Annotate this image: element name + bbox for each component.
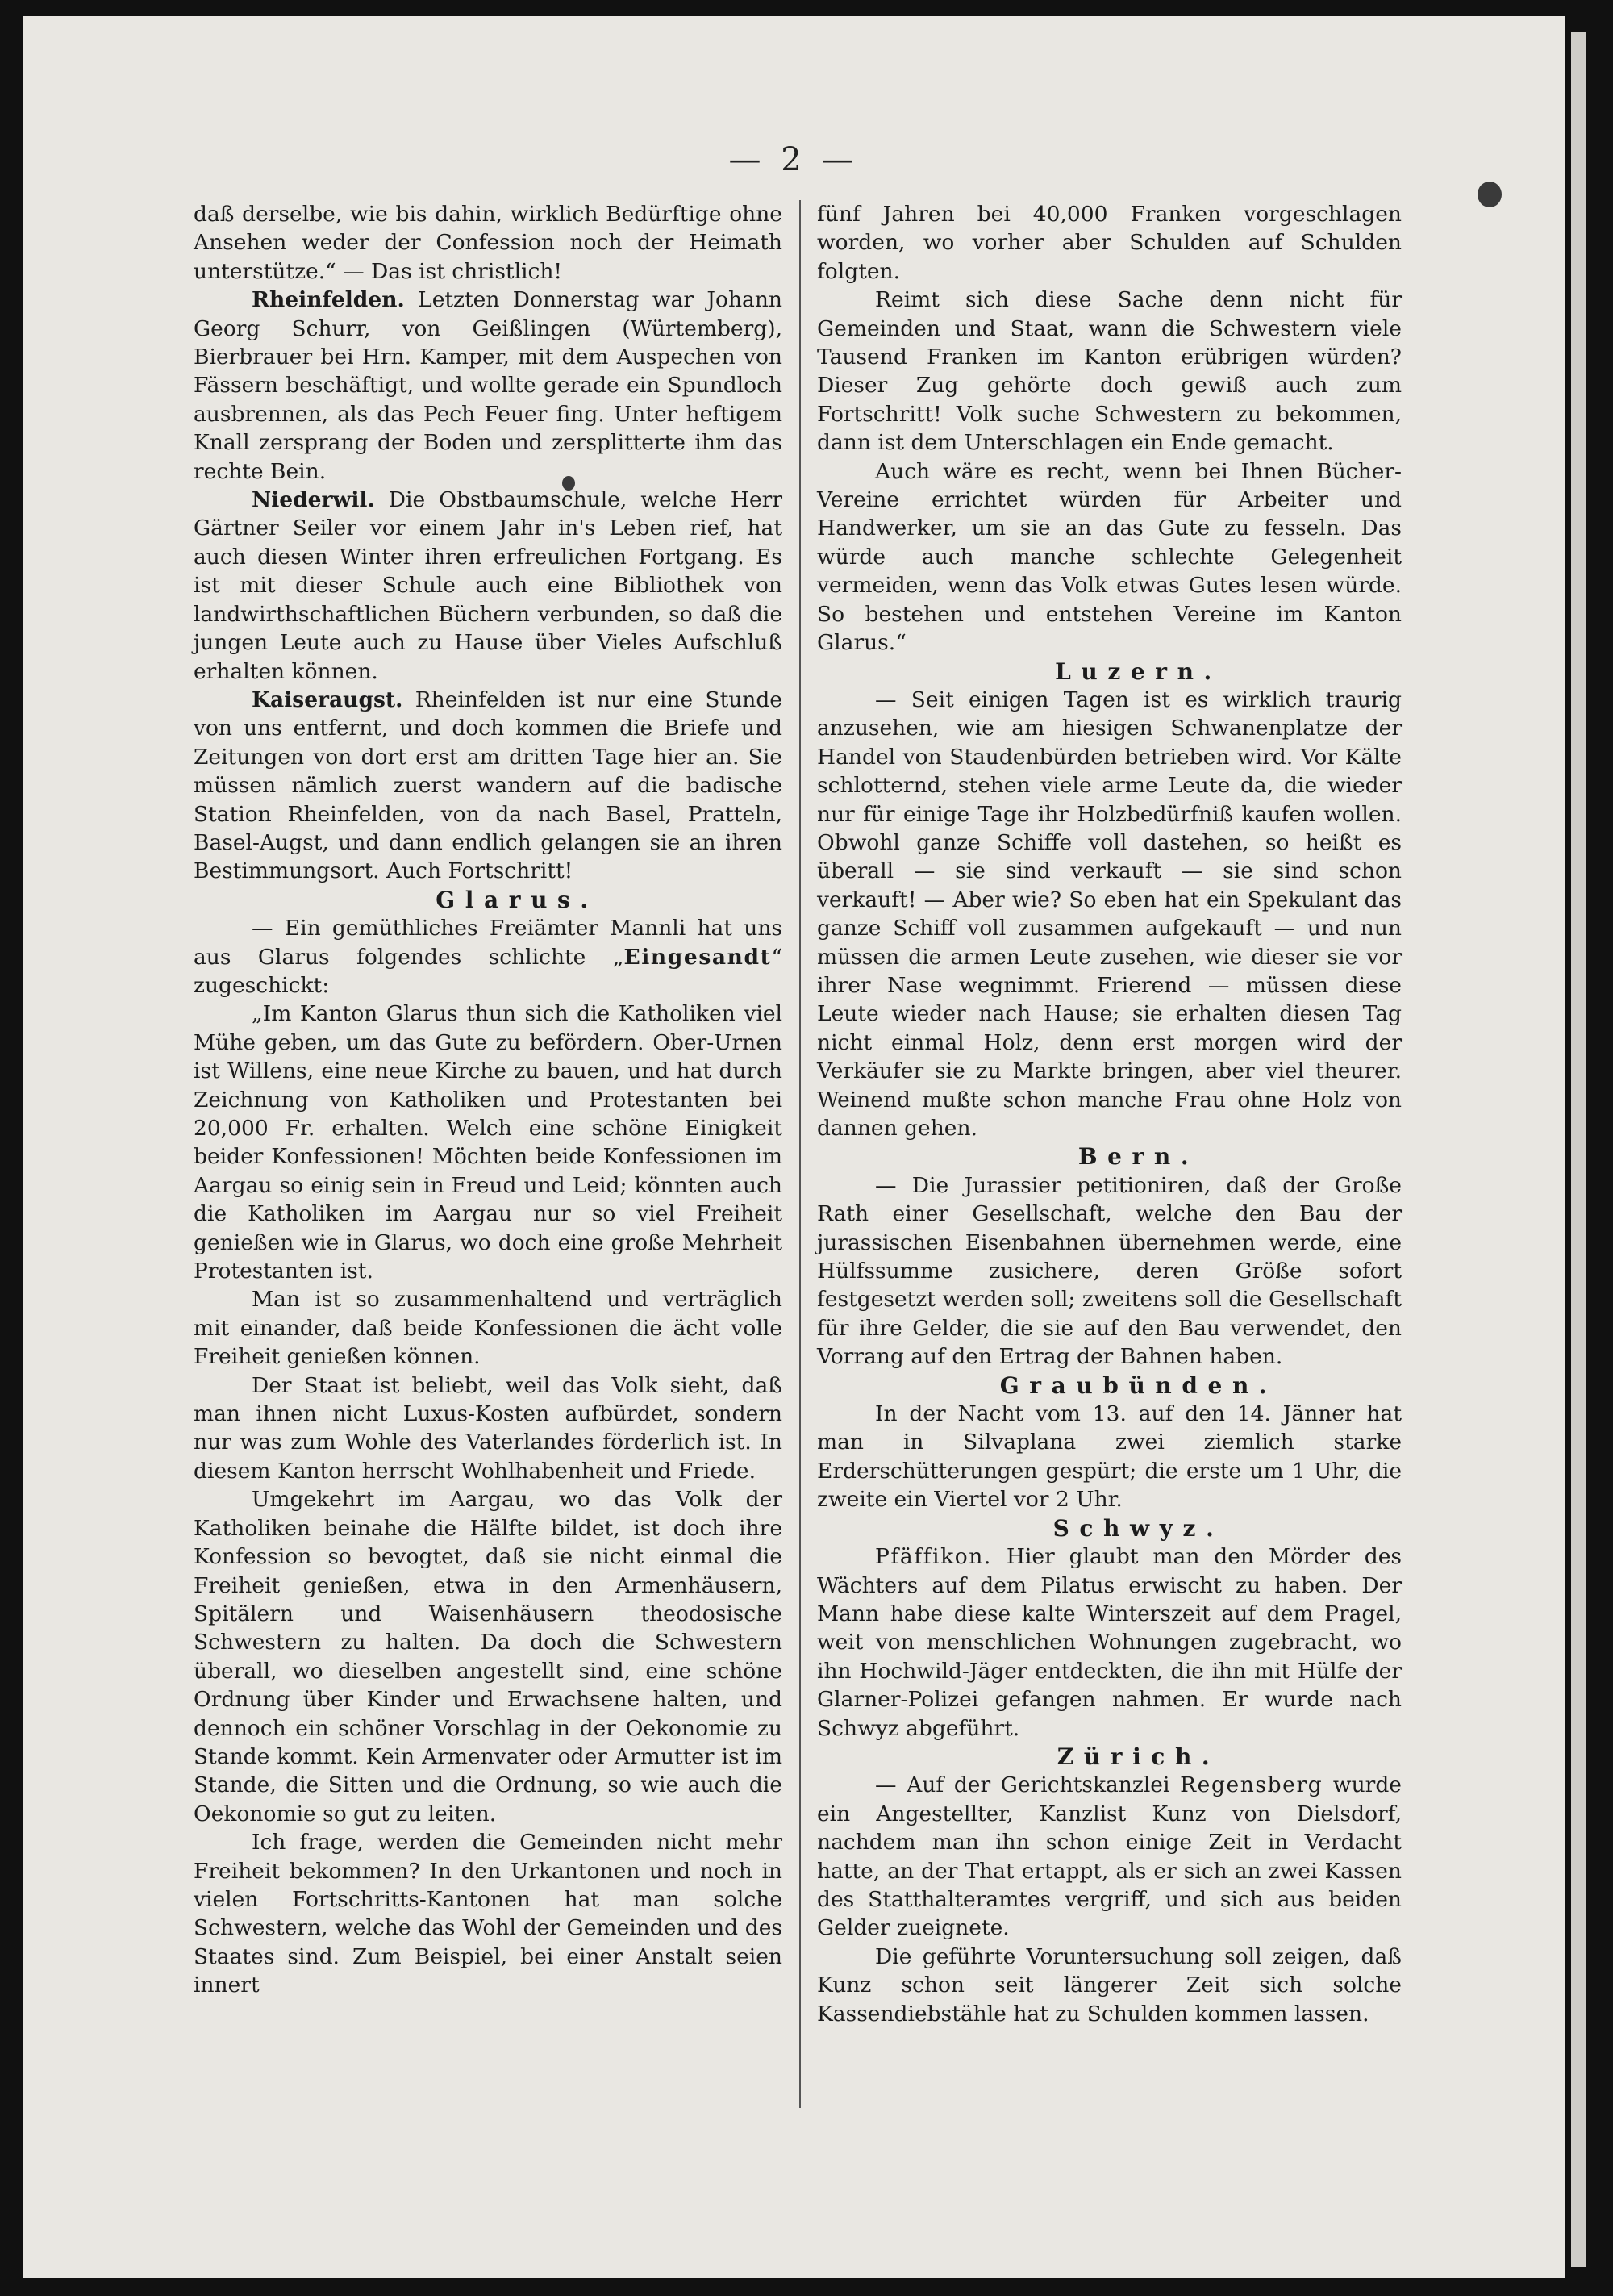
glarus-paragraph: Reimt sich diese Sache denn nicht für Gemeinden und Staat, wann die Schwestern viele Tausend Franken im Kanton erübrigen würden? Dieser Zug gehörte doch gewiß auch zum Fortschritt! Volk suche Schwestern zu bekommen, dann ist dem Unterschlagen ein Ende gemacht. bbox=[817, 287, 1402, 456]
column-rule bbox=[799, 200, 801, 2108]
glarus-intro-b: “ zugeschickt: bbox=[194, 944, 782, 998]
heading-zuerich: Zürich. bbox=[1057, 1743, 1220, 1770]
place-regensberg: Regensberg bbox=[1180, 1772, 1323, 1798]
zuerich-text-b: wurde ein Angestellter, Kanzlist Kunz von Dielsdorf, nachdem man ihn schon einige Zeit in Verdacht hatte, an der That ertappt, als er sich an zwei Kassen des Statthalteramtes vergriff, und sich aus beiden Gelder zueignete. bbox=[817, 1772, 1402, 1941]
glarus-paragraph: Auch wäre es recht, wenn bei Ihnen Bücher-Vereine errichtet würden für Arbeiter und Handwerker, um sie an das Gute zu fesseln. Das würde auch manche schlechte Gelegenheit vermeiden, wenn das Volk etwas Gutes lesen würde. So bestehen und entstehen Vereine im Kanton Glarus.“ bbox=[817, 458, 1402, 656]
newspaper-page bbox=[23, 16, 1565, 2278]
glarus-intro bbox=[194, 914, 782, 1000]
article-zuerich-2: Die geführte Voruntersuchung soll zeigen, daß Kunz schon seit längerer Zeit sich solche Kassendiebstähle hat zu Schulden kommen lassen. bbox=[817, 1943, 1402, 2027]
glarus-continuation: fünf Jahren bei 40,000 Franken vorgeschlagen worden, wo vorher aber Schulden auf Schulden folgten. bbox=[817, 202, 1402, 284]
page-number: — 2 — bbox=[728, 141, 859, 178]
place-niederwil: Niederwil. bbox=[252, 487, 375, 513]
article-schwyz bbox=[817, 1542, 1402, 1743]
text-kaiseraugst: Rheinfelden ist nur eine Stunde von uns entfernt, und doch kommen die Briefe und Zeitungen von dort erst am dritten Tage hier an. Sie müssen nämlich zuerst wandern auf die badische Station Rheinfelden, von da nach Basel, Pratteln, Basel-Augst, und dann endlich gelangen sie an ihren Bestimmungsort. Auch Fortschritt! bbox=[194, 687, 782, 884]
glarus-paragraph: Der Staat ist beliebt, weil das Volk sieht, daß man ihnen nicht Luxus-Kosten aufbürdet, sondern nur was zum Wohle des Vaterlandes förderlich ist. In diesem Kanton herrscht Wohlhabenheit und Friede. bbox=[194, 1372, 782, 1484]
place-kaiseraugst: Kaiseraugst. bbox=[252, 687, 403, 712]
heading-glarus: Glarus. bbox=[436, 886, 598, 913]
article-zuerich bbox=[817, 1771, 1402, 1942]
page-edge bbox=[1571, 32, 1586, 2267]
article-graubuenden: In der Nacht vom 13. auf den 14. Jänner hat man in Silvaplana zwei ziemlich starke Erderschütterungen gespürt; die erste um 1 Uhr, die zweite ein Viertel vor 2 Uhr. bbox=[817, 1401, 1402, 1513]
place-pfaeffikon: Pfäffikon. bbox=[875, 1544, 992, 1570]
article-bern: — Die Jurassier petitioniren, daß der Große Rath einer Gesellschaft, welche den Bau der jurassischen Eisenbahnen übernehmen werde, eine Hülfssumme zusichere, deren Größe sofort festgesetzt werden soll; zweitens soll die Gesellschaft für ihre Gelder, die sie auf den Bau verwendet, den Vorrang auf den Ertrag der Bahnen haben. bbox=[817, 1172, 1402, 1370]
text-niederwil: Die Obstbaumschule, welche Herr Gärtner Seiler vor einem Jahr in's Leben rief, hat auch diesen Winter ihren erfreulichen Fortgang. Es ist mit dieser Schule auch eine Bibliothek von landwirthschaftlichen Büchern verbunden, so daß die jungen Leute auch zu Hause über Vieles Aufschluß erhalten können. bbox=[194, 487, 782, 684]
heading-bern: Bern. bbox=[1077, 1143, 1199, 1171]
glarus-paragraph: Ich frage, werden die Gemeinden nicht mehr Freiheit bekommen? In den Urkantonen und noch in vielen Fortschritts-Kantonen hat man solche Schwestern, welche das Wohl der Gemeinden und des Staates sind. Zum Beispiel, bei einer Anstalt seien innert bbox=[194, 1830, 782, 1998]
left-column bbox=[194, 200, 782, 2000]
text-rheinfelden: Letzten Donnerstag war Johann Georg Schurr, von Geißlingen (Würtemberg), Bierbrauer bei Hrn. Kamper, mit dem Auspechen von Fässern beschäftigt, und wollte gerade ein Spundloch ausbrennen, als das Pech Feuer fing. Unter heftigem Knall zersprang der Boden und zersplitterte ihm das rechte Bein. bbox=[194, 287, 782, 484]
article-rheinfelden bbox=[194, 286, 782, 486]
ink-blot bbox=[1478, 182, 1502, 207]
heading-schwyz: Schwyz. bbox=[1052, 1514, 1224, 1542]
glarus-intro-em: Eingesandt bbox=[623, 944, 772, 970]
zuerich-text-a: — Auf der Gerichtskanzlei bbox=[875, 1772, 1181, 1798]
article-luzern: — Seit einigen Tagen ist es wirklich traurig anzusehen, wie am hiesigen Schwanenplatze der Handel von Staudenbürden betrieben wird. Vor Kälte schlotternd, stehen viele arme Leute da, die wieder nur für einige Tage ihr Holzbedürfniß kaufen wollen. Obwohl ganze Schiffe voll dastehen, so heißt es überall — sie sind verkauft — sie sind schon verkauft! — Aber wie? So eben hat ein Spekulant das ganze Schiff voll zusammen aufgekauft — und nun müssen die armen Leute zusehen, wie dieser sie vor ihrer Nase wegnimmt. Frierend — müssen diese Leute wieder nach Hause; sie erhalten diesen Tag nicht einmal Holz, denn erst morgen wird der Verkäufer sie zu Markte bringen, aber viel theurer. Weinend mußte schon manche Frau ohne Holz von dannen gehen. bbox=[817, 687, 1402, 1141]
glarus-paragraph: „Im Kanton Glarus thun sich die Katholiken viel Mühe geben, um das Gute zu befördern. Ober-Urnen ist Willens, eine neue Kirche zu bauen, und hat durch Zeichnung von Katholiken und Protestanten bei 20,000 Fr. erhalten. Welch eine schöne Einigkeit beider Konfessionen! Möchten beide Konfessionen im Aargau so einig sein in Freud und Leid; könnten auch die Katholiken im Aargau nur so viel Freiheit genießen wie in Glarus, wo doch eine große Mehrheit Protestanten ist. bbox=[194, 1001, 782, 1284]
glarus-intro-a: — Ein gemüthliches Freiämter Mannli hat uns aus Glarus folgendes schlichte „ bbox=[194, 916, 782, 970]
heading-luzern: Luzern. bbox=[1055, 657, 1222, 685]
text-schwyz: Hier glaubt man den Mörder des Wächters auf dem Pilatus erwischt zu haben. Der Mann habe diese kalte Winterszeit auf dem Pragel, weit von menschlichen Wohnungen zugebracht, wo ihn Hochwild-Jäger entdeckten, die ihn mit Hülfe der Glarner-Polizei gefangen nahmen. Er wurde nach Schwyz abgeführt. bbox=[817, 1544, 1402, 1741]
article-niederwil bbox=[194, 486, 782, 686]
article-kaiseraugst bbox=[194, 686, 782, 886]
glarus-paragraph: Man ist so zusammenhaltend und verträglich mit einander, daß beide Konfessionen die ächt volle Freiheit genießen können. bbox=[194, 1287, 782, 1370]
glarus-paragraph: Umgekehrt im Aargau, wo das Volk der Katholiken beinahe die Hälfte bildet, ist doch ihre Konfession so bevogtet, daß sie nicht einmal die Freiheit genießen, etwa in den Armenhäusern, Spitälern und Waisenhäusern theodosische Schwestern zu halten. Da doch die Schwestern überall, wo dieselben angestellt sind, eine schöne Ordnung über Kinder und Erwachsene halten, und dennoch ein schöner Vorschlag in der Oekonomie zu Stande kommt. Kein Armenvater oder Armutter ist im Stande, die Sitten und die Ordnung, so wie auch die Oekonomie so gut zu leiten. bbox=[194, 1487, 782, 1826]
heading-graubuenden: Graubünden. bbox=[999, 1371, 1277, 1399]
article-continuation: daß derselbe, wie bis dahin, wirklich Bedürftige ohne Ansehen weder der Confession noch der Heimath unterstütze.“ — Das ist christlich! bbox=[194, 202, 782, 284]
place-rheinfelden: Rheinfelden. bbox=[252, 287, 405, 313]
right-column bbox=[817, 200, 1402, 2028]
